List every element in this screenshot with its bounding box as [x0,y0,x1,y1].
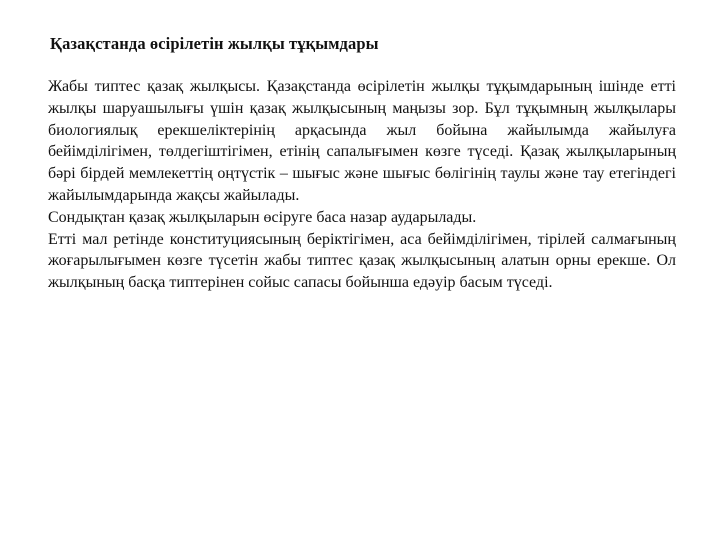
paragraph-3: Етті мал ретінде конституциясының беріктігімен, аса бейімділігімен, тірілей салмағының жоғарылығымен көзге түсетін жабы типтес қазақ жылқысының алатын орны ерекше. Ол жылқының басқа типтерінен сойыс сапасы бойынша едәуір басым түседі. [48,230,676,292]
slide-title: Қазақстанда өсірілетін жылқы тұқымдары [50,34,379,53]
paragraph-2: Сондықтан қазақ жылқыларын өсіруге баса назар аударылады. [48,208,477,226]
paragraph-1: Жабы типтес қазақ жылқысы. Қазақстанда өсірілетін жылқы тұқымдарының ішінде етті жылқы шаруашылығы үшін қазақ жылқысының маңызы зор. Бұл тұқымның жылқылары биологиялық ерекшеліктерінің арқасында жыл бойына жайылымда жайылуға бейімділігімен, төлдегіштігімен, етінің сапалығымен көзге түседі. Қазақ жылқыларының бәрі бірдей мемлекеттің оңтүстік – шығыс және шығыс бөлігінің таулы және тау етегіндегі жайылымдарында жақсы жайылады. [48,78,676,204]
slide-body [48,76,676,294]
